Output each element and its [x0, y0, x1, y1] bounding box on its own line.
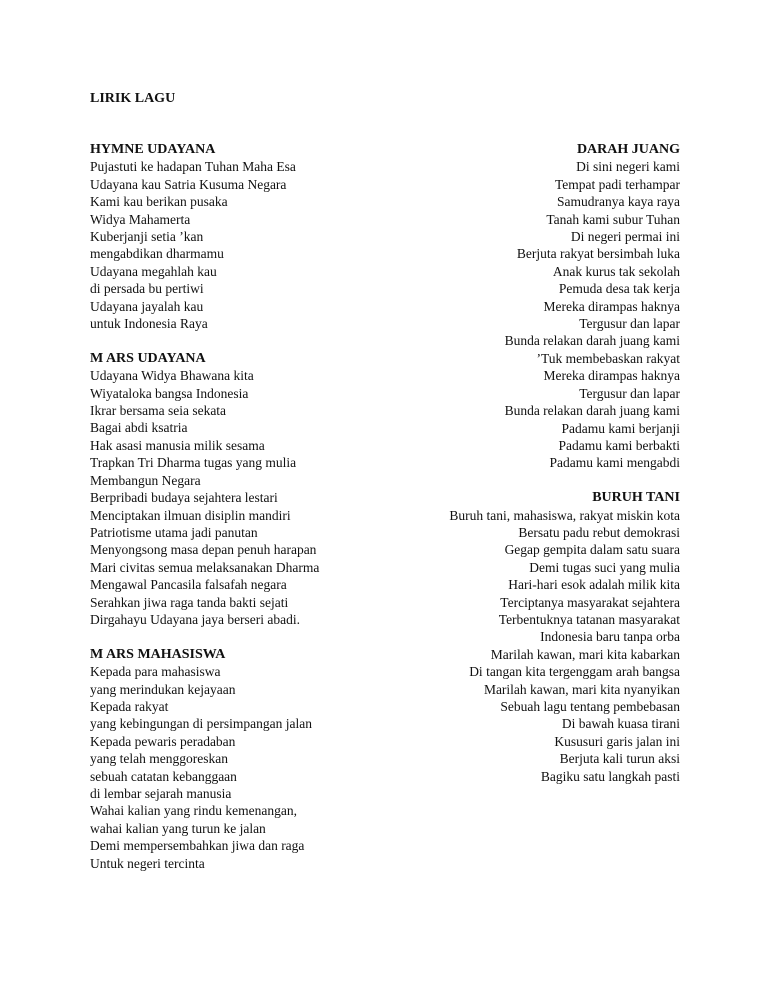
lyric-line: Gegap gempita dalam satu suara — [504, 542, 680, 558]
lyric-line: Kami kau berikan pusaka — [90, 194, 228, 210]
lyric-line: Mereka dirampas haknya — [543, 368, 680, 384]
lyric-line: Bagiku satu langkah pasti — [540, 768, 680, 784]
lyric-line: Untuk negeri tercinta — [90, 855, 205, 871]
song-lines — [340, 507, 680, 786]
lyric-line: Membangun Negara — [90, 472, 201, 488]
lyric-line: Kepada para mahasiswa — [90, 664, 221, 680]
lyric-line: Marilah kawan, mari kita nyanyikan — [483, 681, 680, 697]
lyric-line: di persada bu pertiwi — [90, 281, 204, 297]
lyric-line: Udayana jayalah kau — [90, 298, 204, 314]
song-heading: M ARS MAHASISWA — [90, 646, 226, 662]
lyric-line: Padamu kami berbakti — [558, 437, 680, 453]
song-buruh-tani — [340, 489, 680, 785]
lyric-line: Demi mempersembahkan jiwa dan raga — [90, 838, 305, 854]
right-column — [340, 141, 680, 785]
lyric-line: Serahkan jiwa raga tanda bakti sejati — [90, 594, 289, 610]
lyric-line: Dirgahayu Udayana jaya berseri abadi. — [90, 611, 301, 627]
lyric-line: mengabdikan dharmamu — [90, 246, 224, 262]
lyric-line: Udayana megahlah kau — [90, 263, 217, 279]
lyric-line: Di sini negeri kami — [576, 159, 680, 175]
lyric-line: Mereka dirampas haknya — [543, 298, 680, 314]
lyric-line: Di tangan kita tergenggam arah bangsa — [469, 664, 680, 680]
lyric-line: Wiyataloka bangsa Indonesia — [90, 385, 249, 401]
song-heading: BURUH TANI — [592, 490, 680, 506]
lyric-line: Udayana Widya Bhawana kita — [90, 368, 254, 384]
lyric-line: Padamu kami mengabdi — [549, 455, 680, 471]
song-heading: M ARS UDAYANA — [90, 350, 206, 366]
lyric-line: untuk Indonesia Raya — [90, 316, 208, 332]
lyric-line: Demi tugas suci yang mulia — [529, 559, 680, 575]
lyric-line: Bagai abdi ksatria — [90, 420, 188, 436]
lyric-line: Berpribadi budaya sejahtera lestari — [90, 490, 278, 506]
lyric-line: Patriotisme utama jadi panutan — [90, 524, 258, 540]
lyric-line: Sebuah lagu tentang pembebasan — [500, 698, 680, 714]
lyric-line: Bersatu padu rebut demokrasi — [518, 524, 680, 540]
lyric-line: Terciptanya masyarakat sejahtera — [500, 594, 680, 610]
lyric-line: Widya Mahamerta — [90, 211, 191, 227]
lyric-line: Berjuta rakyat bersimbah luka — [516, 246, 680, 262]
lyric-line: yang kebingungan di persimpangan jalan — [90, 716, 312, 732]
lyric-line: yang telah menggoreskan — [90, 751, 228, 767]
lyric-line: Wahai kalian yang rindu kemenangan, — [90, 803, 297, 819]
lyric-line: sebuah catatan kebanggaan — [90, 768, 237, 784]
lyric-line: Tempat padi terhampar — [554, 176, 680, 192]
lyric-line: Bunda relakan darah juang kami — [504, 333, 680, 349]
lyric-line: Tergusur dan lapar — [579, 385, 680, 401]
song-darah-juang — [340, 141, 680, 472]
lyric-line: Kepada pewaris peradaban — [90, 733, 236, 749]
lyric-line: Mengawal Pancasila falsafah negara — [90, 577, 287, 593]
lyric-line: Hari-hari esok adalah milik kita — [508, 577, 680, 593]
lyric-line: Hak asasi manusia milik sesama — [90, 437, 265, 453]
lyric-line: Ikrar bersama seia sekata — [90, 403, 227, 419]
lyric-line: Udayana kau Satria Kusuma Negara — [90, 176, 287, 192]
lyric-line: wahai kalian yang turun ke jalan — [90, 820, 266, 836]
lyric-line: Padamu kami berjanji — [561, 420, 680, 436]
lyric-line: Anak kurus tak sekolah — [552, 263, 680, 279]
lyric-line: ’Tuk membebaskan rakyat — [536, 350, 680, 366]
lyric-line: Kuberjanji setia ’kan — [90, 229, 204, 245]
lyric-line: Tanah kami subur Tuhan — [546, 211, 680, 227]
song-heading: HYMNE UDAYANA — [90, 142, 216, 157]
lyric-line: Tergusur dan lapar — [579, 316, 680, 332]
lyric-line: Di bawah kuasa tirani — [561, 716, 680, 732]
lyric-line: Terbentuknya tatanan masyarakat — [498, 611, 680, 627]
lyric-line: Trapkan Tri Dharma tugas yang mulia — [90, 455, 297, 471]
lyric-line: Pemuda desa tak kerja — [558, 281, 680, 297]
song-heading: DARAH JUANG — [576, 142, 680, 157]
lyric-line: di lembar sejarah manusia — [90, 786, 232, 801]
song-lines — [340, 158, 680, 471]
lyric-line: yang merindukan kejayaan — [90, 681, 236, 697]
lyric-line: Di negeri permai ini — [570, 229, 680, 245]
lyric-line: Menciptakan ilmuan disiplin mandiri — [90, 507, 291, 523]
document-title: LIRIK LAGU — [90, 91, 176, 106]
lyric-line: Menyongsong masa depan penuh harapan — [90, 542, 317, 558]
lyric-line: Pujastuti ke hadapan Tuhan Maha Esa — [90, 159, 296, 175]
lyric-line: Berjuta kali turun aksi — [559, 751, 680, 767]
lyric-line: Indonesia baru tanpa orba — [540, 629, 680, 645]
lyric-line: Bunda relakan darah juang kami — [504, 403, 680, 419]
lyric-line: Mari civitas semua melaksanakan Dharma — [90, 559, 320, 575]
lyric-line: Kususuri garis jalan ini — [554, 733, 680, 749]
lyric-line: Samudranya kaya raya — [557, 194, 680, 210]
lyric-line: Kepada rakyat — [90, 698, 169, 714]
lyric-line: Marilah kawan, mari kita kabarkan — [490, 646, 680, 662]
lyric-line: Buruh tani, mahasiswa, rakyat miskin kota — [449, 507, 680, 523]
